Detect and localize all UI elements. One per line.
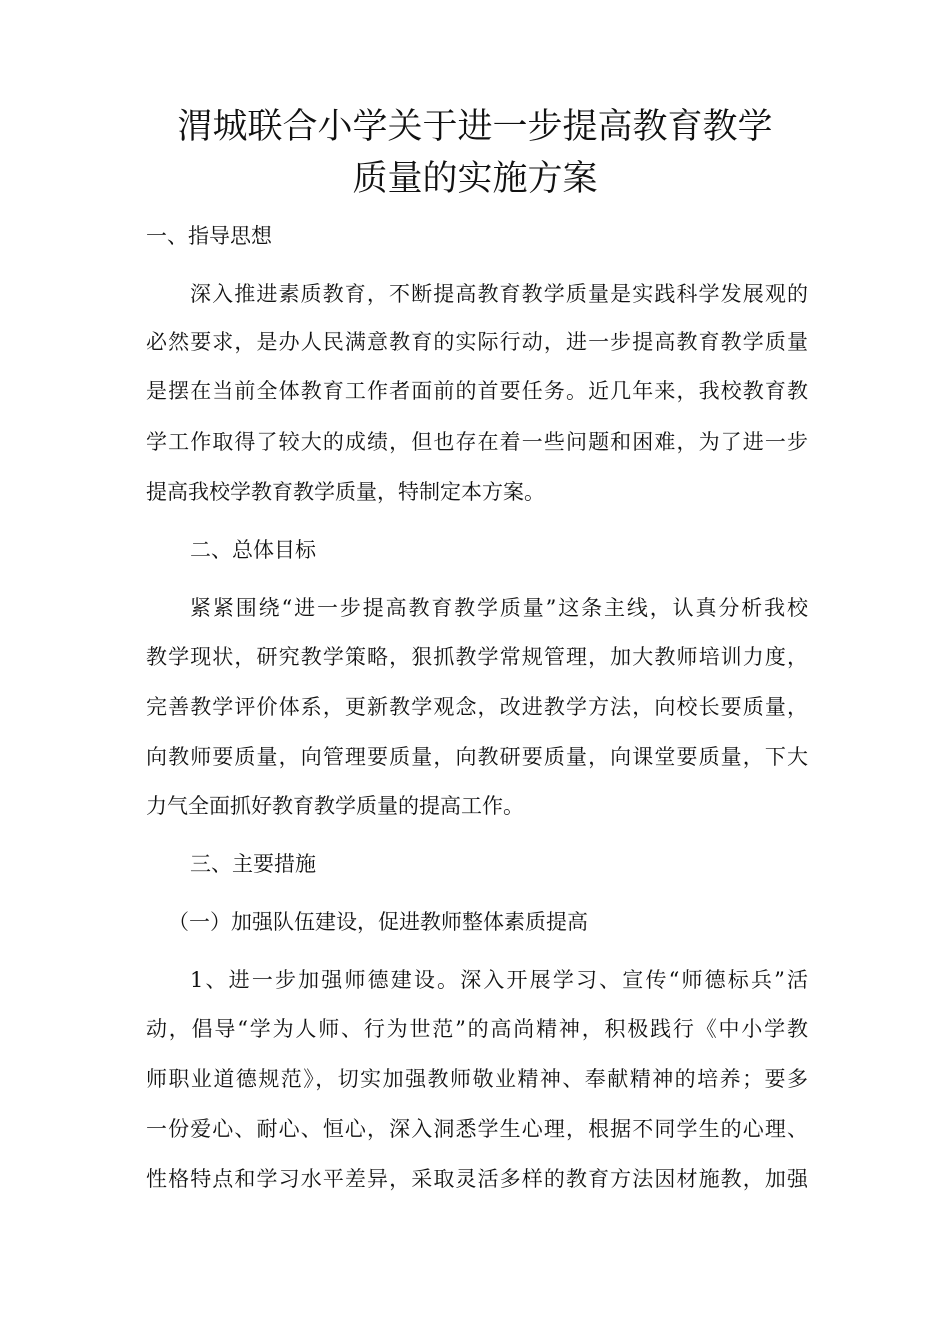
section-heading-guiding-ideology: 一、指导思想 xyxy=(146,224,272,248)
document-title-line1: 渭城联合小学关于进一步提高教育教学 xyxy=(177,107,773,147)
paragraph-line: 性格特点和学习水平差异，采取灵活多样的教育方法因材施教，加强 xyxy=(146,1167,808,1191)
section-heading-main-measures: 三、主要措施 xyxy=(190,852,316,876)
paragraph-line: 必然要求，是办人民满意教育的实际行动，进一步提高教育教学质量 xyxy=(146,330,808,354)
document-title-line2: 质量的实施方案 xyxy=(352,159,598,199)
paragraph-line: 力气全面抓好教育教学质量的提高工作。 xyxy=(146,794,524,818)
paragraph-line: 教学现状，研究教学策略，狠抓教学常规管理，加大教师培训力度， xyxy=(146,645,808,669)
paragraph-line: 一份爱心、耐心、恒心，深入洞悉学生心理，根据不同学生的心理、 xyxy=(146,1117,808,1141)
paragraph-line: 完善教学评价体系，更新教学观念，改进教学方法，向校长要质量， xyxy=(146,695,808,719)
paragraph-line: 提高我校学教育教学质量，特制定本方案。 xyxy=(146,480,545,504)
paragraph-line: 深入推进素质教育，不断提高教育教学质量是实践科学发展观的 xyxy=(190,282,808,306)
paragraph-line: 学工作取得了较大的成绩，但也存在着一些问题和困难，为了进一步 xyxy=(146,430,808,454)
paragraph-line: 师职业道德规范》，切实加强教师敬业精神、奉献精神的培养；要多 xyxy=(146,1067,808,1091)
section-heading-overall-goal: 二、总体目标 xyxy=(190,538,316,562)
paragraph-line: 紧紧围绕“进一步提高教育教学质量”这条主线，认真分析我校 xyxy=(190,596,808,620)
paragraph-line: 动，倡导“学为人师、行为世范”的高尚精神，积极践行《中小学教 xyxy=(146,1017,808,1041)
paragraph-line: 是摆在当前全体教育工作者面前的首要任务。近几年来，我校教育教 xyxy=(146,379,808,403)
subsection-heading: （一）加强队伍建设，促进教师整体素质提高 xyxy=(168,910,588,934)
paragraph-line: 向教师要质量，向管理要质量，向教研要质量，向课堂要质量，下大 xyxy=(146,745,808,769)
paragraph-line: 1、进一步加强师德建设。深入开展学习、宣传“师德标兵”活 xyxy=(190,968,808,992)
